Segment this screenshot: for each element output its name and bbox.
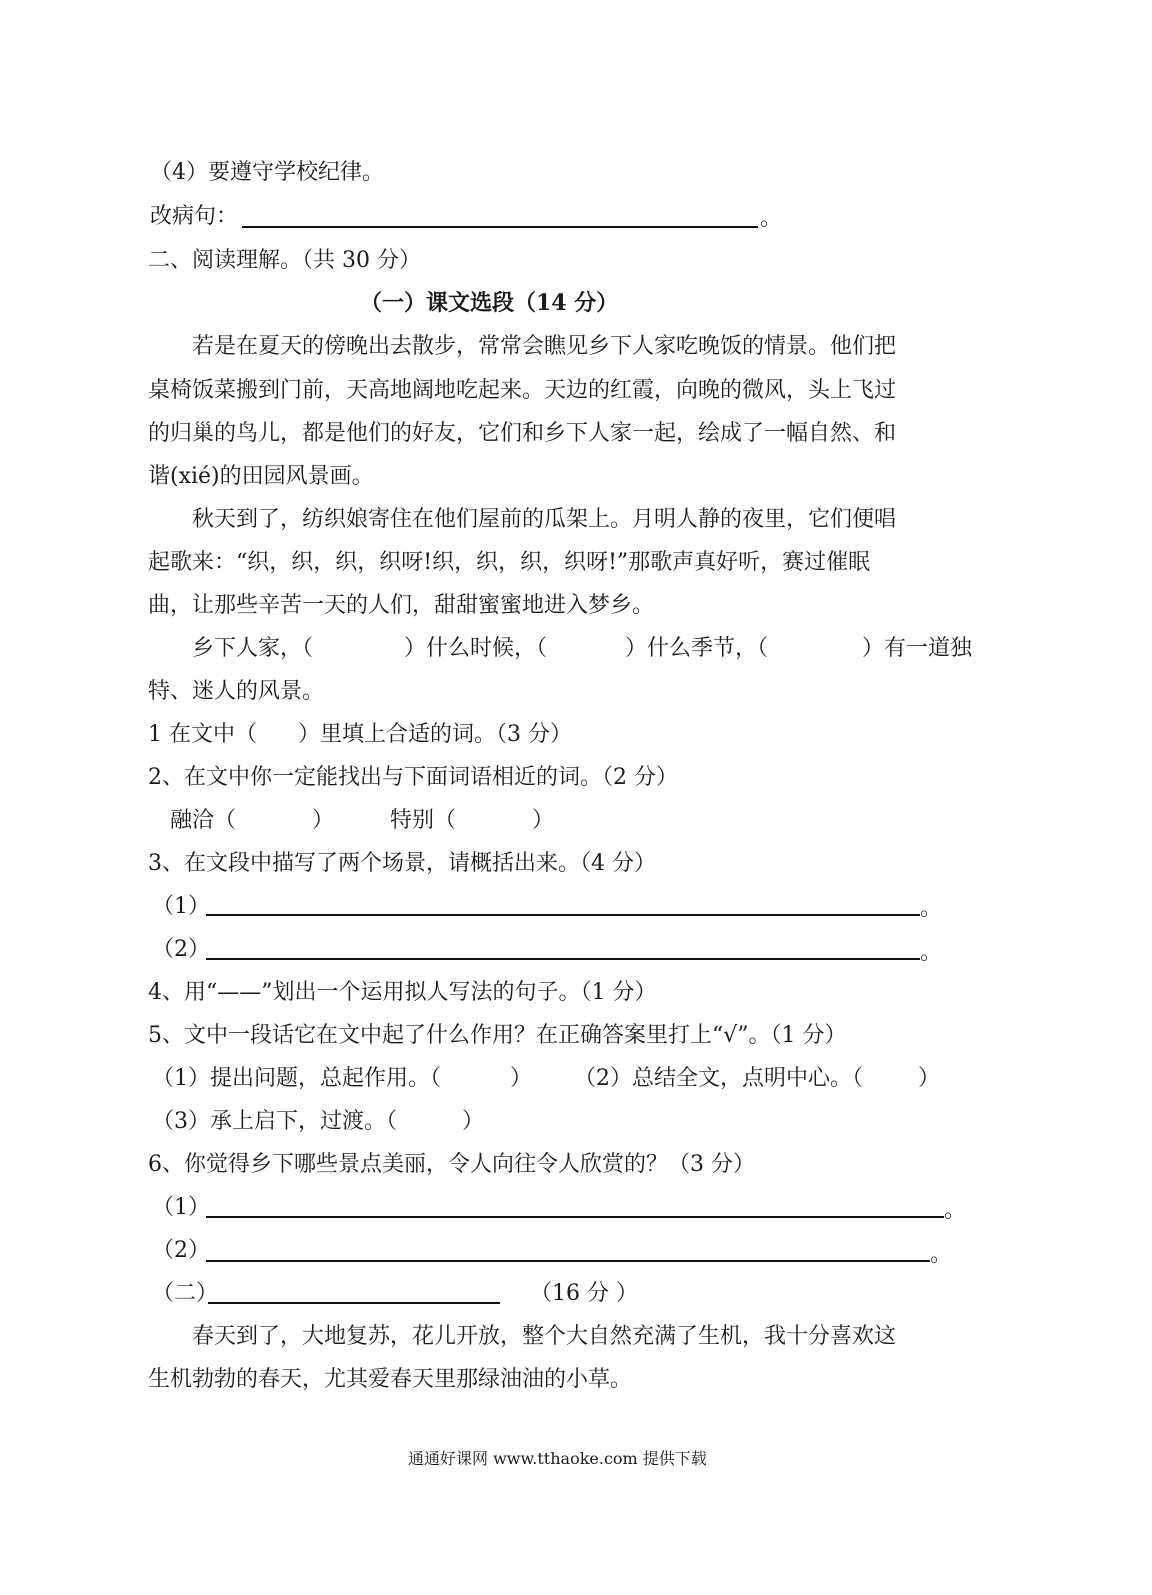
period: 。: [920, 940, 943, 965]
passage1-line: 桌椅饭菜搬到门前，天高地阔地吃起来。天边的红霞，向晚的微风，头上飞过: [148, 378, 897, 403]
q3-answer-line-2[interactable]: [206, 958, 920, 960]
passage1-line: 的归巢的鸟儿，都是他们的好友，它们和乡下人家一起，绘成了一幅自然、和: [148, 421, 897, 446]
question-3: 3、在文段中描写了两个场景，请概括出来。（4 分）: [148, 851, 656, 876]
passage1-line: 曲，让那些辛苦一天的人们，甜甜蜜蜜地进入梦乡。: [148, 593, 655, 618]
passage2-line: 生机勃勃的春天，尤其爱春天里那绿油油的小草。: [148, 1367, 633, 1392]
q3-item-1-number: （1）: [152, 894, 210, 919]
passage1-line: 特、迷人的风景。: [148, 679, 325, 704]
passage1-blank-line-c: ）什么季节，（: [625, 636, 769, 661]
section2-heading: 二、阅读理解。（共 30 分）: [148, 248, 421, 273]
period: 。: [944, 1198, 967, 1223]
q2-word-2: 特别（: [390, 808, 457, 833]
q4-sentence: （4）要遵守学校纪律。: [150, 160, 384, 185]
q3-item-2-number: （2）: [152, 937, 210, 962]
q5-option-3-close[interactable]: ）: [462, 1109, 485, 1134]
passage1-blank-line-a: 乡下人家，（: [192, 636, 314, 661]
question-5: 5、文中一段话它在文中起了什么作用？在正确答案里打上“√”。（1 分）: [148, 1023, 847, 1048]
q2-word-1-close: ）: [312, 808, 335, 833]
question-1-a: 1 在文中（: [148, 722, 257, 747]
passage1-line: 起歌来：“织，织，织，织呀!织，织，织，织呀!”那歌声真好听，赛过催眠: [148, 550, 871, 575]
q6-item-2-number: （2）: [152, 1238, 210, 1263]
part2-score: （16 分 ）: [530, 1281, 638, 1306]
period: 。: [760, 206, 783, 231]
question-4: 4、用“——”划出一个运用拟人写法的句子。（1 分）: [148, 980, 657, 1005]
passage1-line: 谐(xié)的田园风景画。: [148, 464, 374, 489]
period: 。: [920, 896, 943, 921]
passage1-line: 若是在夏天的傍晚出去散步，常常会瞧见乡下人家吃晚饭的情景。他们把: [192, 334, 897, 359]
part2-title-line[interactable]: [208, 1302, 500, 1304]
passage2-line: 春天到了，大地复苏，花儿开放，整个大自然充满了生机，我十分喜欢这: [192, 1324, 897, 1349]
q6-answer-line-2[interactable]: [206, 1260, 930, 1262]
q3-answer-line-1[interactable]: [206, 914, 920, 916]
question-1-b: ）里填上合适的词。（3 分）: [298, 722, 572, 747]
passage1-blank-line-d: ）有一道独: [862, 636, 973, 661]
fix-sentence-answer-line[interactable]: [242, 226, 758, 228]
q6-item-1-number: （1）: [152, 1195, 210, 1220]
part2-label: （二）: [152, 1281, 219, 1306]
passage1-blank-line-b: ）什么时候，（: [404, 636, 548, 661]
q2-word-1: 融洽（: [170, 808, 237, 833]
q5-option-2: （2）总结全文，点明中心。（: [574, 1066, 863, 1091]
q2-word-2-close: ）: [532, 808, 555, 833]
q5-option-1-close[interactable]: ）: [510, 1066, 533, 1091]
part1-heading: （一）课文选段（14 分）: [360, 290, 619, 316]
question-6: 6、你觉得乡下哪些景点美丽，令人向往令人欣赏的？（3 分）: [148, 1152, 755, 1177]
q5-option-3: （3）承上启下，过渡。（: [152, 1109, 397, 1134]
period: 。: [930, 1242, 953, 1267]
q6-answer-line-1[interactable]: [206, 1216, 944, 1218]
question-2: 2、在文中你一定能找出与下面词语相近的词。（2 分）: [148, 765, 678, 790]
q5-option-2-close[interactable]: ）: [918, 1066, 941, 1091]
fix-sentence-label: 改病句：: [150, 204, 239, 229]
passage1-line: 秋天到了，纺织娘寄住在他们屋前的瓜架上。月明人静的夜里，它们便唱: [192, 507, 897, 532]
q5-option-1: （1）提出问题，总起作用。（: [152, 1066, 441, 1091]
page-footer: 通通好课网 www.tthaoke.com 提供下载: [408, 1449, 707, 1468]
